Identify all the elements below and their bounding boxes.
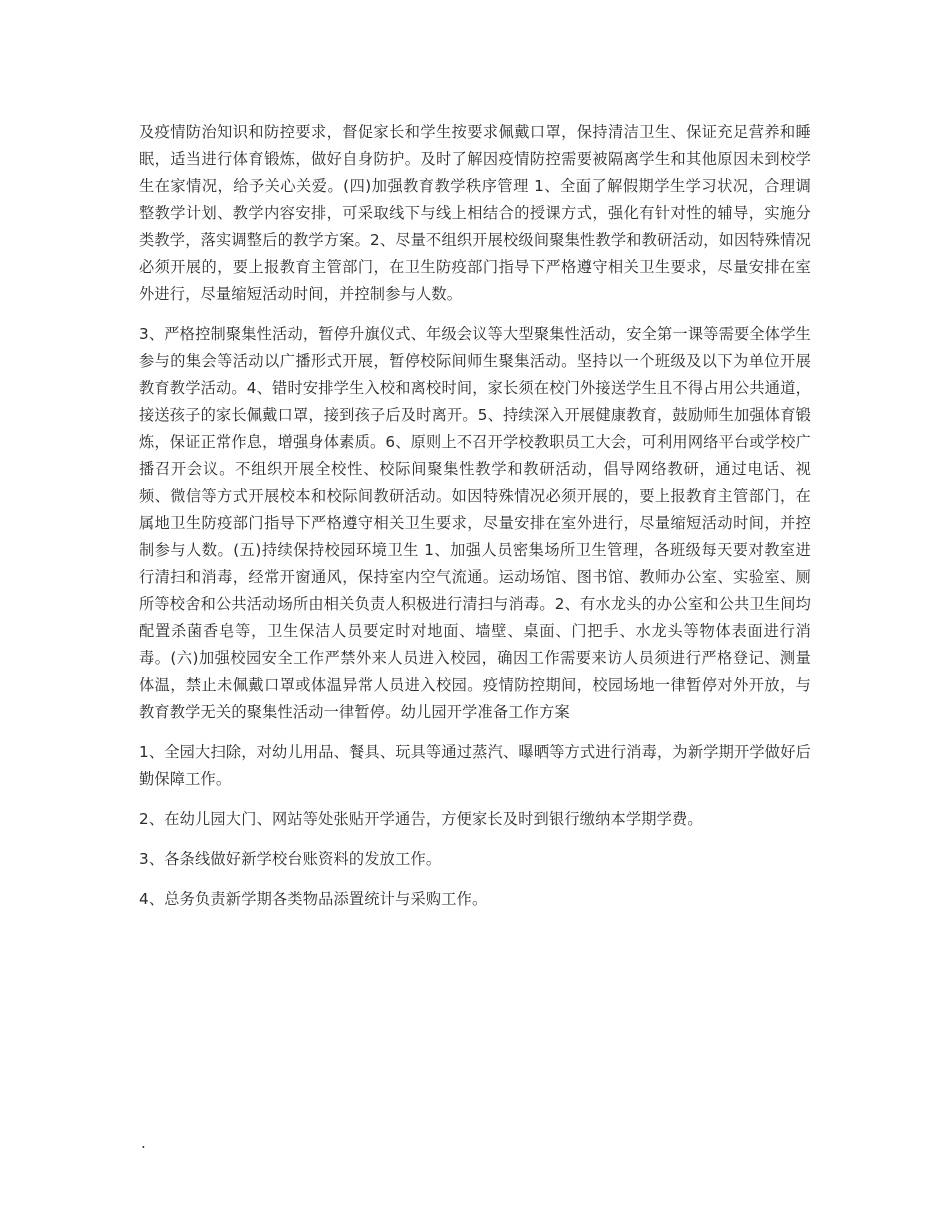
paragraph-item-3: 3、各条线做好新学校台账资料的发放工作。: [139, 850, 442, 868]
paragraph-epidemic-prevention: 及疫情防治知识和防控要求，督促家长和学生按要求佩戴口罩，保持清洁卫生、保证充足营养和睡眠，适当进行体育锻炼，做好自身防护。及时了解因疫情防控需要被隔离学生和其他原因未到校学生在家情况，给予关心关爱。(四)加强教育教学秩序管理 1、全面了解假期学生学习状况，合理调整教学计划、教学内容安排，可采取线下与线上相结合的授课方式，强化有针对性的辅导，实施分类教学，落实调整后的教学方案。2、尽量不组织开展校级间聚集性教学和教研活动，如因特殊情况必须开展的，要上报教育主管部门，在卫生防疫部门指导下严格遵守相关卫生要求，尽量安排在室外进行，尽量缩短活动时间，并控制参与人数。: [139, 123, 811, 303]
document-body: [139, 119, 811, 926]
footer-mark: .: [141, 1134, 146, 1152]
paragraph-item-1: 1、全园大扫除，对幼儿用品、餐具、玩具等通过蒸汽、曝晒等方式进行消毒，为新学期开学做好后勤保障工作。: [139, 743, 811, 788]
paragraph-item-4: 4、总务负责新学期各类物品添置统计与采购工作。: [139, 890, 488, 908]
paragraph-item-2: 2、在幼儿园大门、网站等处张贴开学通告，方便家长及时到银行缴纳本学期学费。: [139, 810, 703, 828]
paragraph-gathering-control: 3、严格控制聚集性活动，暂停升旗仪式、年级会议等大型聚集性活动，安全第一课等需要全体学生参与的集会等活动以广播形式开展，暂停校际间师生聚集活动。坚持以一个班级及以下为单位开展教育教学活动。4、错时安排学生入校和离校时间，家长须在校门外接送学生且不得占用公共通道，接送孩子的家长佩戴口罩，接到孩子后及时离开。5、持续深入开展健康教育，鼓励师生加强体育锻炼，保证正常作息，增强身体素质。6、原则上不召开学校教职员工大会，可利用网络平台或学校广播召开会议。不组织开展全校性、校际间聚集性教学和教研活动，倡导网络教研，通过电话、视频、微信等方式开展校本和校际间教研活动。如因特殊情况必须开展的，要上报教育主管部门，在属地卫生防疫部门指导下严格遵守相关卫生要求，尽量安排在室外进行，尽量缩短活动时间，并控制参与人数。(五)持续保持校园环境卫生 1、加强人员密集场所卫生管理，各班级每天要对教室进行清扫和消毒，经常开窗通风，保持室内空气流通。运动场馆、图书馆、教师办公室、实验室、厕所等校舍和公共活动场所由相关负责人积极进行清扫与消毒。2、有水龙头的办公室和公共卫生间均配置杀菌香皂等，卫生保洁人员要定时对地面、墙壁、桌面、门把手、水龙头等物体表面进行消毒。(六)加强校园安全工作严禁外来人员进入校园，确因工作需要来访人员须进行严格登记、测量体温，禁止未佩戴口罩或体温异常人员进入校园。疫情防控期间，校园场地一律暂停对外开放，与教育教学无关的聚集性活动一律暂停。幼儿园开学准备工作方案: [139, 325, 811, 721]
